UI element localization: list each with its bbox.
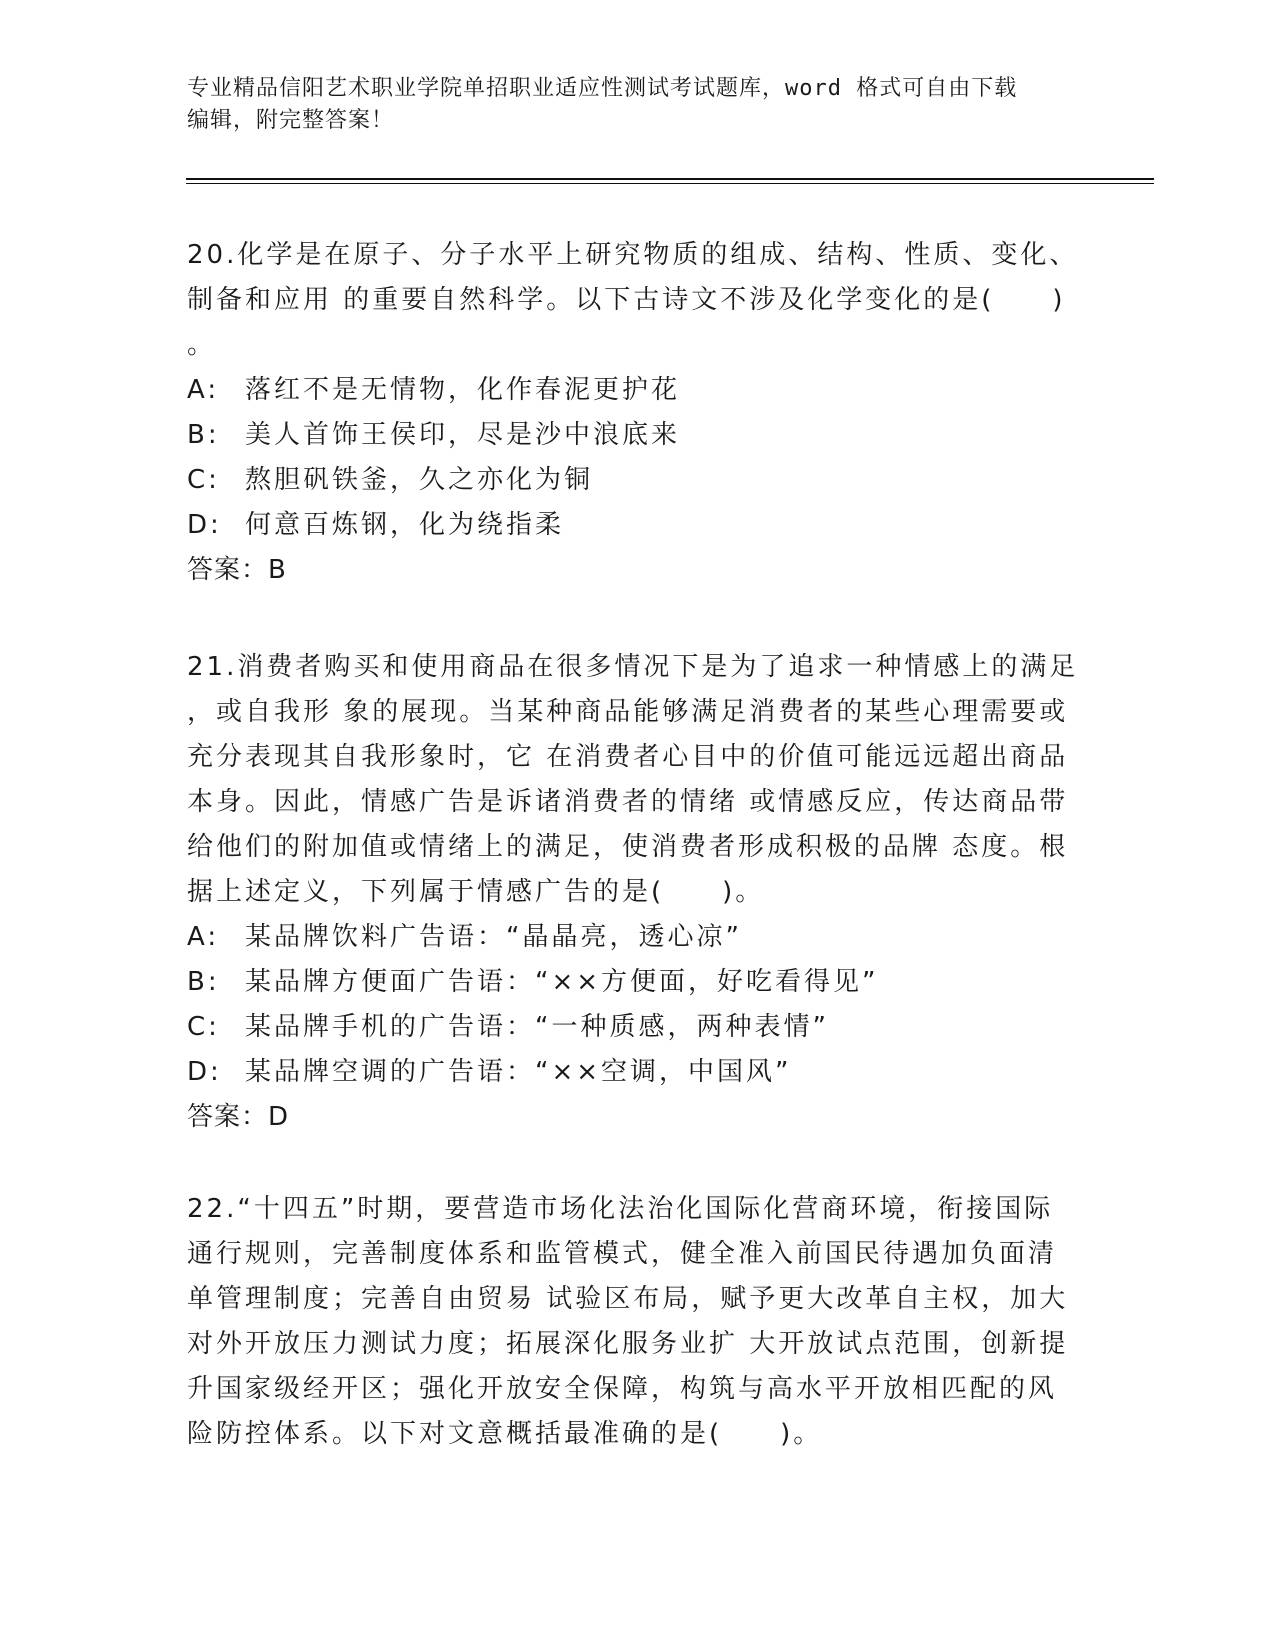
option-text: 某品牌手机的广告语：“一种质感，两种表情”	[245, 1012, 829, 1042]
header-divider	[186, 178, 1154, 180]
option-a	[187, 368, 1087, 413]
stem-line: 单管理制度；完善自由贸易 试验区布局，赋予更大改革自主权，加大	[187, 1284, 1069, 1314]
question-20	[187, 233, 1087, 593]
option-text: 美人首饰王侯印，尽是沙中浪底来	[245, 420, 681, 450]
stem-line: 险防控体系。以下对文意概括最准确的是( )。	[187, 1419, 823, 1449]
option-text: 某品牌饮料广告语：“晶晶亮，透心凉”	[245, 922, 742, 952]
option-text: 何意百炼钢，化为绕指柔	[245, 510, 565, 540]
option-text: 某品牌方便面广告语：“××方便面，好吃看得见”	[245, 967, 879, 997]
option-c	[187, 1005, 1087, 1050]
stem-line: 。	[187, 330, 217, 360]
header-line-2: 编辑，附完整答案！	[187, 108, 395, 133]
stem-line: 据上述定义，下列属于情感广告的是( )。	[187, 877, 765, 907]
option-key: B:	[187, 420, 220, 450]
option-key: A:	[187, 375, 220, 405]
answer-line: 答案：B	[187, 555, 287, 585]
stem-line: 本身。因此，情感广告是诉诸消费者的情绪 或情感反应，传达商品带	[187, 787, 1069, 817]
option-a	[187, 915, 1087, 960]
option-text: 落红不是无情物，化作春泥更护花	[245, 375, 681, 405]
option-key: A:	[187, 922, 220, 952]
page-header	[187, 73, 1087, 137]
option-key: C:	[187, 465, 220, 495]
question-22	[187, 1187, 1087, 1457]
stem-line: 升国家级经开区；强化开放安全保障，构筑与高水平开放相匹配的风	[187, 1374, 1058, 1404]
question-stem	[187, 645, 1087, 915]
header-divider-thin	[186, 183, 1154, 184]
option-text: 某品牌空调的广告语：“××空调，中国风”	[245, 1057, 792, 1087]
option-d	[187, 503, 1087, 548]
answer-line: 答案：D	[187, 1102, 290, 1132]
option-b	[187, 960, 1087, 1005]
question-stem	[187, 1187, 1087, 1457]
stem-line: 给他们的附加值或情绪上的满足，使消费者形成积极的品牌 态度。根	[187, 832, 1069, 862]
stem-line: 22.“十四五”时期，要营造市场化法治化国际化营商环境，衔接国际	[187, 1194, 1054, 1224]
option-key: B:	[187, 967, 220, 997]
stem-line: 对外开放压力测试力度；拓展深化服务业扩 大开放试点范围，创新提	[187, 1329, 1069, 1359]
stem-line: ，或自我形 象的展现。当某种商品能够满足消费者的某些心理需要或	[187, 697, 1069, 727]
question-21	[187, 645, 1087, 1140]
question-stem	[187, 233, 1087, 368]
option-text: 熬胆矾铁釜，久之亦化为铜	[245, 465, 594, 495]
option-c	[187, 458, 1087, 503]
option-key: C:	[187, 1012, 220, 1042]
option-key: D:	[187, 1057, 222, 1087]
stem-line: 通行规则，完善制度体系和监管模式，健全准入前国民待遇加负面清	[187, 1239, 1058, 1269]
header-line-1: 专业精品信阳艺术职业学院单招职业适应性测试考试题库，word 格式可自由下载	[187, 76, 1018, 101]
option-key: D:	[187, 510, 222, 540]
stem-line: 充分表现其自我形象时，它 在消费者心目中的价值可能远远超出商品	[187, 742, 1069, 772]
option-d	[187, 1050, 1087, 1095]
option-b	[187, 413, 1087, 458]
stem-line: 20.化学是在原子、分子水平上研究物质的组成、结构、性质、变化、	[187, 240, 1079, 270]
stem-line: 21.消费者购买和使用商品在很多情况下是为了追求一种情感上的满足	[187, 652, 1079, 682]
stem-line: 制备和应用 的重要自然科学。以下古诗文不涉及化学变化的是( )	[187, 285, 1066, 315]
